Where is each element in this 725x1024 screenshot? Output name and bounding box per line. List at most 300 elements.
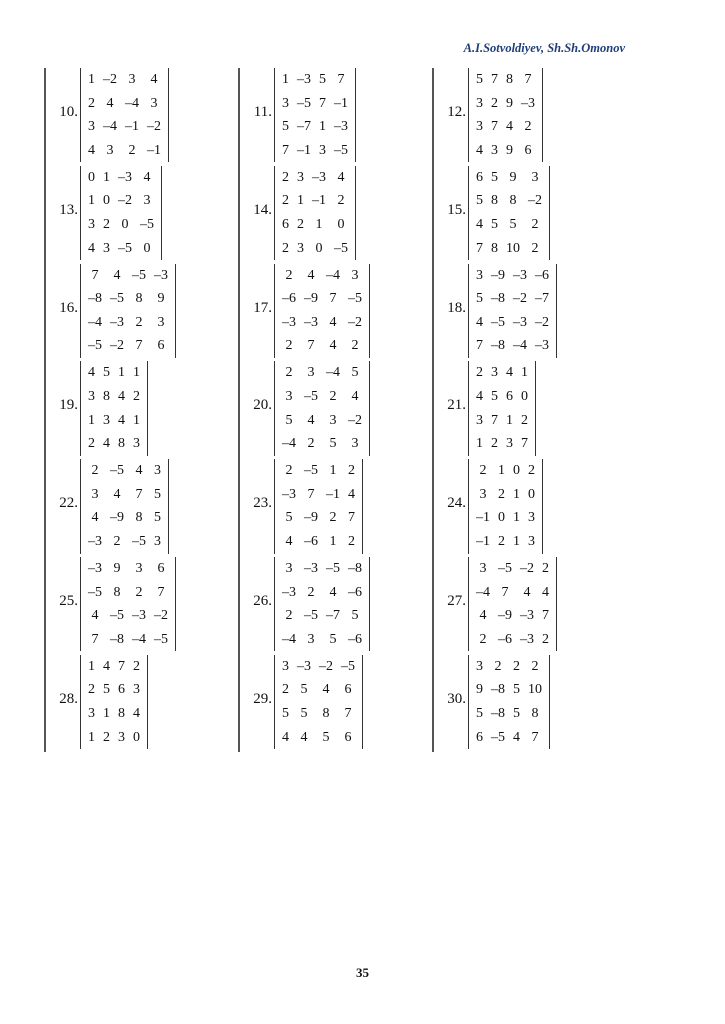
matrix-entry: 1 <box>513 486 520 502</box>
determinant-matrix <box>468 68 543 162</box>
matrix-entry: 4 <box>91 608 99 624</box>
matrix-entry: 4 <box>542 584 549 600</box>
matrix-entry: –4 <box>326 267 340 283</box>
matrix-row <box>472 483 539 507</box>
matrix-entry: 3 <box>476 412 483 428</box>
matrix-entry: –5 <box>334 142 348 158</box>
matrix-entry: 2 <box>479 631 487 647</box>
matrix-entry: 10 <box>528 682 542 698</box>
matrix-entry: 8 <box>509 193 517 209</box>
matrix-row <box>472 409 532 433</box>
matrix-row <box>278 459 359 483</box>
determinant-matrix <box>274 459 363 553</box>
matrix-row <box>472 678 546 702</box>
matrix-entry: 7 <box>319 95 326 111</box>
matrix-entry: 3 <box>157 314 165 330</box>
matrix-entry: 2 <box>531 240 539 256</box>
matrix-entry: 1 <box>329 463 337 479</box>
matrix-entry: 5 <box>491 169 498 185</box>
matrix-entry: –5 <box>304 608 318 624</box>
matrix-entry: 2 <box>285 365 293 381</box>
matrix-entry: 3 <box>285 388 293 404</box>
matrix-entry: 8 <box>103 388 110 404</box>
matrix-entry: 4 <box>476 142 483 158</box>
matrix-entry: 3 <box>88 216 95 232</box>
matrix-row <box>84 409 144 433</box>
matrix-entry: 2 <box>297 216 304 232</box>
matrix-entry: 2 <box>285 608 293 624</box>
matrix-row <box>278 604 366 628</box>
matrix-entry: –3 <box>312 169 326 185</box>
matrix-entry: 2 <box>348 533 355 549</box>
matrix-entry: 5 <box>476 291 483 307</box>
matrix-entry: –2 <box>118 193 132 209</box>
column-divider <box>44 68 46 752</box>
matrix-row <box>278 432 366 456</box>
matrix-entry: –3 <box>535 338 549 354</box>
matrix-entry: 4 <box>476 388 483 404</box>
matrix-entry: 3 <box>491 142 498 158</box>
problem-number: 13. <box>59 201 78 218</box>
matrix-entry: 4 <box>513 729 520 745</box>
matrix-row <box>472 92 539 116</box>
matrix-entry: 2 <box>307 584 315 600</box>
matrix-entry: 6 <box>476 169 483 185</box>
matrix-entry: 1 <box>282 72 289 87</box>
matrix-row <box>84 92 165 116</box>
matrix-row <box>84 115 165 139</box>
matrix-row <box>472 581 553 605</box>
matrix-entry: –5 <box>88 338 102 354</box>
matrix-entry: 2 <box>498 486 505 502</box>
matrix-entry: 2 <box>479 463 487 479</box>
matrix-entry: 0 <box>337 216 345 232</box>
matrix-entry: 3 <box>528 533 535 549</box>
determinant-problem <box>242 653 422 751</box>
matrix-entry: 1 <box>498 463 505 479</box>
matrix-entry: 4 <box>282 729 289 745</box>
column-divider <box>238 68 240 752</box>
matrix-entry: 2 <box>348 463 355 479</box>
matrix-entry: 3 <box>133 682 140 698</box>
determinant-problem <box>48 262 228 360</box>
determinant-problem <box>436 164 616 262</box>
matrix-row <box>84 506 165 530</box>
determinant-problem <box>242 262 422 360</box>
matrix-entry: –6 <box>498 631 512 647</box>
determinant-problem <box>242 66 422 164</box>
matrix-entry: 7 <box>542 608 549 624</box>
matrix-entry: 3 <box>154 533 161 549</box>
problem-number: 15. <box>447 201 466 218</box>
matrix-entry: –3 <box>521 95 535 111</box>
matrix-entry: 7 <box>135 486 143 502</box>
matrix-row <box>84 726 144 750</box>
matrix-row <box>84 287 172 311</box>
matrix-row <box>472 139 539 163</box>
determinant-problem <box>242 359 422 457</box>
matrix-entry: 8 <box>118 436 125 452</box>
matrix-entry: 1 <box>88 658 95 674</box>
matrix-entry: 2 <box>498 533 505 549</box>
determinant-problem <box>48 457 228 555</box>
determinant-matrix <box>80 264 176 358</box>
matrix-entry: 5 <box>319 72 326 87</box>
determinant-problem <box>436 66 616 164</box>
determinant-matrix <box>468 459 543 553</box>
matrix-entry: 4 <box>479 608 487 624</box>
matrix-entry: 1 <box>133 365 140 381</box>
matrix-row <box>472 68 539 92</box>
matrix-entry: 3 <box>103 412 110 428</box>
matrix-entry: 4 <box>337 169 345 185</box>
matrix-entry: –2 <box>147 119 161 135</box>
matrix-entry: 3 <box>476 658 483 674</box>
matrix-entry: –6 <box>535 267 549 283</box>
matrix-row <box>84 628 172 652</box>
matrix-entry: 5 <box>491 388 498 404</box>
matrix-entry: 1 <box>476 436 483 452</box>
matrix-entry: –4 <box>513 338 527 354</box>
matrix-entry: –3 <box>282 584 296 600</box>
matrix-entry: –5 <box>132 267 146 283</box>
matrix-entry: 7 <box>91 631 99 647</box>
matrix-row <box>472 628 553 652</box>
matrix-entry: –8 <box>491 682 505 698</box>
matrix-entry: –3 <box>304 561 318 576</box>
determinant-problem <box>48 66 228 164</box>
matrix-entry: 7 <box>524 72 532 87</box>
page-number: 35 <box>356 965 369 980</box>
matrix-entry: 4 <box>118 388 125 404</box>
matrix-row <box>84 483 165 507</box>
matrix-entry: –3 <box>154 267 168 283</box>
determinant-problem <box>48 555 228 653</box>
matrix-row <box>472 530 539 554</box>
matrix-entry: 3 <box>103 240 110 256</box>
matrix-entry: –5 <box>140 216 154 232</box>
matrix-row <box>278 334 366 358</box>
matrix-entry: 4 <box>307 412 315 428</box>
matrix-entry: 4 <box>88 142 95 158</box>
matrix-entry: 4 <box>351 388 359 404</box>
matrix-entry: 5 <box>351 608 359 624</box>
determinant-matrix <box>80 68 169 162</box>
matrix-entry: –5 <box>118 240 132 256</box>
matrix-row <box>84 166 158 190</box>
matrix-entry: 1 <box>513 533 520 549</box>
matrix-entry: –2 <box>535 314 549 330</box>
matrix-entry: 2 <box>135 314 143 330</box>
matrix-entry: 2 <box>133 658 140 674</box>
matrix-entry: –9 <box>304 510 318 526</box>
matrix-entry: 2 <box>307 436 315 452</box>
matrix-entry: 3 <box>106 142 114 158</box>
matrix-entry: 2 <box>282 682 289 698</box>
matrix-row <box>278 506 359 530</box>
matrix-entry: 1 <box>521 365 528 381</box>
matrix-row <box>84 678 144 702</box>
matrix-entry: 2 <box>329 510 337 526</box>
matrix-row <box>472 166 546 190</box>
matrix-entry: 3 <box>476 267 483 283</box>
matrix-entry: 8 <box>491 240 498 256</box>
matrix-entry: 3 <box>282 658 289 674</box>
matrix-entry: –7 <box>535 291 549 307</box>
matrix-row <box>278 385 366 409</box>
matrix-entry: –4 <box>125 95 139 111</box>
matrix-row <box>278 557 366 581</box>
problem-number: 17. <box>253 299 272 316</box>
matrix-entry: 7 <box>307 338 315 354</box>
problem-number: 22. <box>59 495 78 512</box>
matrix-entry: –2 <box>319 658 333 674</box>
matrix-entry: 3 <box>118 729 125 745</box>
matrix-row <box>278 237 352 261</box>
matrix-entry: 3 <box>307 631 315 647</box>
matrix-entry: 6 <box>157 561 165 576</box>
matrix-entry: 1 <box>103 169 110 185</box>
determinant-matrix <box>274 557 370 651</box>
matrix-entry: 8 <box>118 705 125 721</box>
matrix-entry: –1 <box>147 142 161 158</box>
matrix-row <box>84 213 158 237</box>
matrix-entry: 7 <box>157 584 165 600</box>
matrix-entry: 2 <box>282 169 289 185</box>
matrix-entry: 4 <box>103 436 110 452</box>
matrix-entry: 0 <box>528 486 535 502</box>
matrix-entry: 2 <box>285 267 293 283</box>
matrix-entry: –3 <box>110 314 124 330</box>
matrix-row <box>278 483 359 507</box>
matrix-entry: 3 <box>479 486 487 502</box>
matrix-entry: 3 <box>88 705 95 721</box>
matrix-row <box>84 264 172 288</box>
matrix-row <box>472 726 546 750</box>
matrix-row <box>84 189 158 213</box>
matrix-entry: 4 <box>118 412 125 428</box>
determinant-problem <box>48 653 228 751</box>
matrix-entry: 4 <box>348 486 355 502</box>
matrix-entry: 5 <box>351 365 359 381</box>
matrix-entry: 4 <box>329 338 337 354</box>
matrix-entry: 4 <box>103 658 110 674</box>
matrix-entry: 3 <box>329 412 337 428</box>
matrix-entry: 7 <box>344 705 352 721</box>
matrix-entry: 0 <box>521 388 528 404</box>
matrix-entry: –5 <box>334 240 348 256</box>
matrix-entry: –5 <box>348 291 362 307</box>
matrix-entry: 4 <box>523 584 531 600</box>
matrix-entry: 6 <box>506 388 513 404</box>
matrix-entry: 5 <box>282 705 289 721</box>
matrix-row <box>84 311 172 335</box>
matrix-entry: 2 <box>528 463 535 479</box>
determinant-problem <box>436 359 616 457</box>
matrix-entry: 3 <box>491 365 498 381</box>
matrix-entry: 3 <box>88 388 95 404</box>
matrix-entry: –5 <box>491 314 505 330</box>
matrix-entry: 3 <box>88 119 95 135</box>
matrix-entry: –8 <box>88 291 102 307</box>
matrix-entry: 1 <box>133 412 140 428</box>
problem-number: 10. <box>59 104 78 120</box>
matrix-entry: 5 <box>300 705 308 721</box>
matrix-entry: 4 <box>88 365 95 381</box>
matrix-entry: –5 <box>498 561 512 576</box>
matrix-entry: –7 <box>326 608 340 624</box>
matrix-entry: –3 <box>304 314 318 330</box>
matrix-entry: 0 <box>315 240 323 256</box>
matrix-entry: 2 <box>91 463 99 479</box>
matrix-entry: 5 <box>322 729 330 745</box>
matrix-entry: 7 <box>329 291 337 307</box>
matrix-row <box>472 385 532 409</box>
matrix-entry: –9 <box>491 267 505 283</box>
matrix-entry: –2 <box>520 561 534 576</box>
matrix-row <box>472 702 546 726</box>
matrix-row <box>278 287 366 311</box>
determinant-matrix <box>468 655 550 749</box>
matrix-entry: 8 <box>531 705 539 721</box>
matrix-entry: –6 <box>348 631 362 647</box>
matrix-entry: –5 <box>491 729 505 745</box>
matrix-entry: –9 <box>498 608 512 624</box>
matrix-entry: 1 <box>315 216 323 232</box>
matrix-row <box>472 459 539 483</box>
matrix-row <box>84 432 144 456</box>
matrix-entry: 5 <box>300 682 308 698</box>
matrix-entry: –3 <box>513 314 527 330</box>
problem-number: 14. <box>253 201 272 218</box>
matrix-entry: 3 <box>351 267 359 283</box>
matrix-entry: 3 <box>133 436 140 452</box>
matrix-entry: –8 <box>491 291 505 307</box>
matrix-entry: 1 <box>297 193 304 209</box>
determinant-matrix <box>80 166 162 260</box>
problem-number: 20. <box>253 397 272 414</box>
matrix-entry: 6 <box>344 729 352 745</box>
matrix-entry: –1 <box>125 119 139 135</box>
matrix-entry: 9 <box>157 291 165 307</box>
problem-number: 28. <box>59 690 78 707</box>
column-divider <box>432 68 434 752</box>
matrix-row <box>278 115 352 139</box>
matrix-entry: 4 <box>106 95 114 111</box>
matrix-row <box>472 334 553 358</box>
determinant-matrix <box>80 557 176 651</box>
matrix-entry: 7 <box>501 584 509 600</box>
matrix-entry: 1 <box>88 412 95 428</box>
matrix-row <box>472 604 553 628</box>
matrix-entry: 7 <box>476 240 483 256</box>
matrix-entry: 2 <box>491 436 498 452</box>
matrix-entry: 4 <box>307 267 315 283</box>
matrix-entry: –4 <box>326 365 340 381</box>
matrix-entry: 2 <box>113 533 121 549</box>
page-header-authors: A.I.Sotvoldiyev, Sh.Sh.Omonov <box>463 41 625 55</box>
determinant-problem <box>242 457 422 555</box>
matrix-entry: –8 <box>348 561 362 576</box>
determinant-matrix <box>274 166 356 260</box>
matrix-entry: 7 <box>337 72 345 87</box>
determinant-matrix <box>80 361 148 455</box>
matrix-row <box>278 581 366 605</box>
matrix-entry: –6 <box>282 291 296 307</box>
matrix-entry: –2 <box>110 338 124 354</box>
matrix-entry: –3 <box>520 631 534 647</box>
matrix-entry: –3 <box>282 486 296 502</box>
determinant-matrix <box>274 655 363 749</box>
problem-number: 16. <box>59 299 78 316</box>
matrix-entry: 4 <box>506 365 513 381</box>
determinant-matrix <box>274 361 370 455</box>
matrix-entry: 3 <box>307 365 315 381</box>
matrix-entry: 4 <box>135 463 143 479</box>
matrix-entry: 0 <box>88 169 95 185</box>
matrix-entry: –6 <box>304 533 318 549</box>
matrix-row <box>278 264 366 288</box>
matrix-entry: –5 <box>304 388 318 404</box>
matrix-entry: 7 <box>491 72 498 87</box>
matrix-entry: 6 <box>344 682 352 698</box>
matrix-entry: 3 <box>91 486 99 502</box>
matrix-entry: –5 <box>326 561 340 576</box>
matrix-entry: 4 <box>143 169 151 185</box>
matrix-entry: –2 <box>513 291 527 307</box>
matrix-entry: 2 <box>133 388 140 404</box>
matrix-entry: 3 <box>143 193 151 209</box>
matrix-entry: 7 <box>118 658 125 674</box>
problem-number: 11. <box>253 104 272 120</box>
matrix-entry: 2 <box>103 729 110 745</box>
matrix-entry: 2 <box>521 412 528 428</box>
matrix-entry: 5 <box>285 510 293 526</box>
matrix-entry: 2 <box>337 193 345 209</box>
matrix-row <box>278 678 359 702</box>
problem-number: 25. <box>59 593 78 609</box>
matrix-entry: 2 <box>329 388 337 404</box>
matrix-entry: –1 <box>476 510 490 526</box>
matrix-row <box>278 166 352 190</box>
matrix-entry: –4 <box>88 314 102 330</box>
matrix-row <box>84 557 172 581</box>
matrix-row <box>472 432 532 456</box>
matrix-entry: 5 <box>491 216 498 232</box>
matrix-entry: 6 <box>476 729 483 745</box>
matrix-entry: 9 <box>476 682 483 698</box>
problem-number: 19. <box>59 397 78 414</box>
matrix-row <box>84 237 158 261</box>
matrix-entry: 2 <box>88 682 95 698</box>
matrix-entry: 2 <box>285 338 293 354</box>
matrix-row <box>278 655 359 679</box>
matrix-entry: 4 <box>322 682 330 698</box>
matrix-entry: 0 <box>103 193 110 209</box>
matrix-entry: –8 <box>110 631 124 647</box>
matrix-row <box>84 139 165 163</box>
matrix-entry: 1 <box>506 412 513 428</box>
matrix-entry: 5 <box>282 119 289 135</box>
matrix-row <box>278 92 352 116</box>
matrix-entry: 2 <box>128 142 136 158</box>
matrix-entry: 4 <box>506 119 513 135</box>
matrix-entry: 9 <box>113 561 121 576</box>
matrix-entry: 8 <box>322 705 330 721</box>
matrix-entry: –3 <box>520 608 534 624</box>
matrix-row <box>84 530 165 554</box>
matrix-entry: –4 <box>282 631 296 647</box>
